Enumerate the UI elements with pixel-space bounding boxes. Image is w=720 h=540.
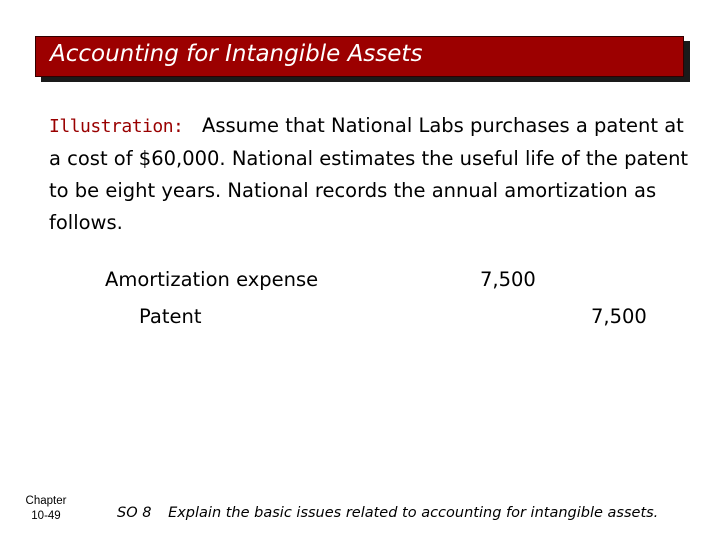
credit-amount: 7,500	[591, 305, 647, 328]
chapter-label	[18, 494, 74, 524]
illustration-text: Assume that National Labs purchases a patent at a cost of $60,000. National estimates the useful life of the patent to be eight years. National records the annual amortization as follows.	[49, 114, 689, 234]
page-number: 10-49	[31, 510, 61, 522]
page-title: Accounting for Intangible Assets	[50, 41, 423, 67]
illustration-label: Illustration:	[49, 116, 184, 137]
study-objective-code: SO 8	[117, 505, 152, 521]
debit-account: Amortization expense	[105, 268, 319, 291]
debit-amount: 7,500	[480, 268, 536, 291]
chapter-text: Chapter	[25, 495, 67, 507]
illustration-paragraph	[49, 110, 689, 239]
study-objective	[117, 505, 658, 521]
title-bar	[35, 36, 684, 77]
study-objective-text: Explain the basic issues related to accounting for intangible assets.	[168, 505, 659, 521]
credit-account: Patent	[139, 305, 202, 328]
